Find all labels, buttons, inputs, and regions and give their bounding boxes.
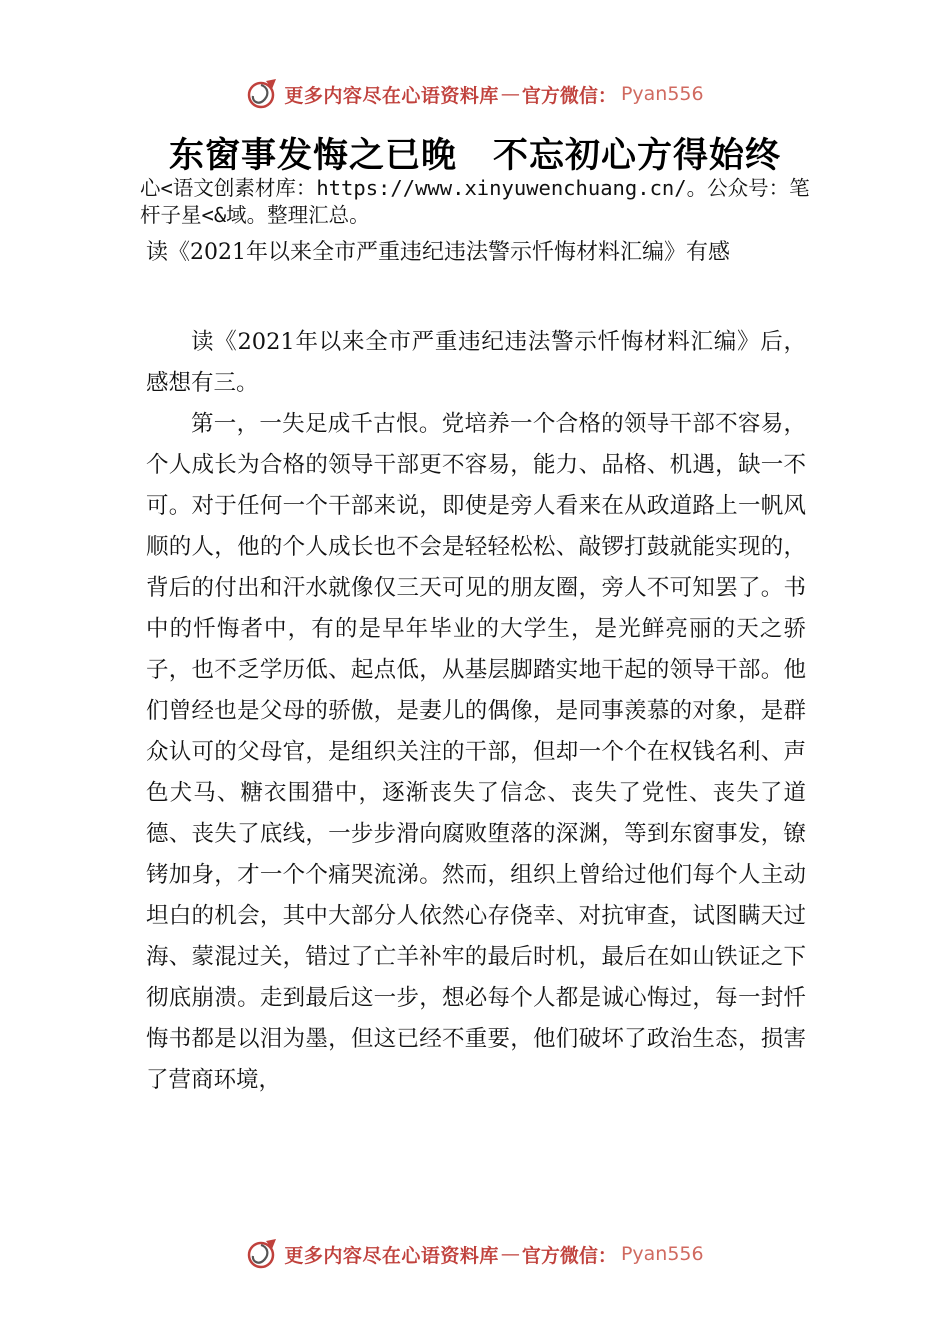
- brand-logo-icon: [246, 1237, 280, 1271]
- banner-separator: —: [500, 83, 520, 105]
- banner-text: 更多内容尽在心语资料库: [284, 1244, 499, 1267]
- banner-wechat-label: 官方微信：: [521, 84, 617, 107]
- header-banner: [0, 72, 950, 116]
- footer-banner: [0, 1232, 950, 1276]
- paragraph: 读《2021年以来全市严重违纪违法警示忏悔材料汇编》后，感想有三。: [146, 329, 806, 396]
- document-body: [146, 322, 806, 1101]
- banner-wechat-id: Pyan556: [620, 83, 704, 105]
- banner-text: 更多内容尽在心语资料库: [284, 84, 499, 107]
- document-title: 东窗事发悔之已晚 不忘初心方得始终: [168, 135, 781, 176]
- source-note: 心<语文创素材库：https://www.xinyuwenchuang.cn/。公众号：笔杆子星<&域。整理汇总。: [140, 176, 810, 227]
- banner-wechat-label: 官方微信：: [521, 1244, 617, 1267]
- brand-logo-icon: [246, 77, 280, 111]
- banner-separator: —: [500, 1243, 520, 1265]
- banner-wechat-id: Pyan556: [620, 1243, 704, 1265]
- document-subtitle: 读《2021年以来全市严重违纪违法警示忏悔材料汇编》有感: [146, 240, 730, 265]
- paragraph: 第一，一失足成千古恨。党培养一个合格的领导干部不容易，个人成长为合格的领导干部更不容易，能力、品格、机遇，缺一不可。对于任何一个干部来说，即使是旁人看来在从政道路上一帆风顺的人，他的个人成长也不会是轻轻松松、敲锣打鼓就能实现的，背后的付出和汗水就像仅三天可见的朋友圈，旁人不可知罢了。书中的忏悔者中，有的是早年毕业的大学生，是光鲜亮丽的天之骄子，也不乏学历低、起点低，从基层脚踏实地干起的领导干部。他们曾经也是父母的骄傲，是妻儿的偶像，是同事羡慕的对象，是群众认可的父母官，是组织关注的干部，但却一个个在权钱名利、声色犬马、糖衣围猎中，逐渐丧失了信念、丧失了党性、丧失了道德、丧失了底线，一步步滑向腐败堕落的深渊，等到东窗事发，镣铐加身，才一个个痛哭流涕。然而，组织上曾给过他们每个人主动坦白的机会，其中大部分人依然心存侥幸、对抗审查，试图瞒天过海、蒙混过关，错过了亡羊补牢的最后时机，最后在如山铁证之下彻底崩溃。走到最后这一步，想必每个人都是诚心悔过，每一封忏悔书都是以泪为墨，但这已经不重要，他们破坏了政治生态，损害了营商环境，: [146, 411, 806, 1093]
